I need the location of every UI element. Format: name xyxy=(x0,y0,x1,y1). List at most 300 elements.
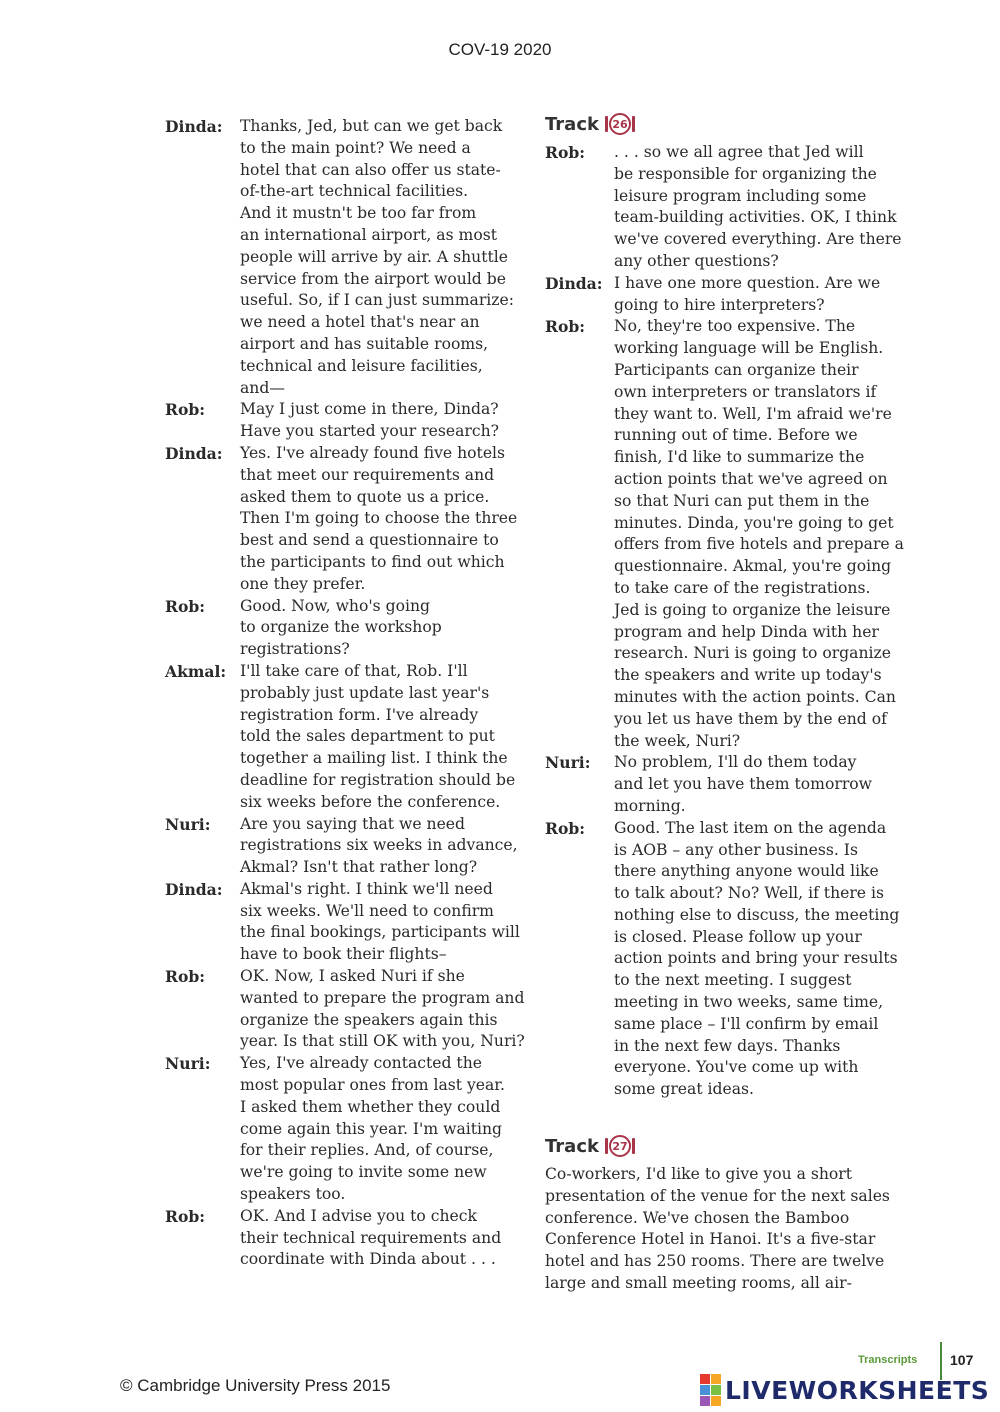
dialogue-text: asked them to quote us a price. xyxy=(240,487,490,506)
speaker-name xyxy=(165,1010,240,1032)
speaker-name xyxy=(165,530,240,552)
dialogue-text: is AOB – any other business. Is xyxy=(614,840,858,859)
dialogue-text: we need a hotel that's near an xyxy=(240,313,480,332)
speaker-name: Rob: xyxy=(165,400,206,420)
speaker-name xyxy=(165,378,240,400)
speaker-name: Rob: xyxy=(545,143,586,162)
speaker-name: Rob: xyxy=(545,818,586,838)
speaker-name: Rob: xyxy=(545,317,586,337)
speaker-name xyxy=(165,639,240,661)
dialogue-text: six weeks before the conference. xyxy=(240,792,501,811)
dialogue-text: organize the speakers again this xyxy=(240,1010,498,1029)
dialogue-text: I'll take care of that, Rob. I'll xyxy=(240,661,468,680)
dialogue-line xyxy=(545,556,910,578)
dialogue-text: Akmal? Isn't that rather long? xyxy=(240,858,478,877)
speaker-name xyxy=(545,622,614,644)
dialogue-line xyxy=(165,1097,535,1119)
dialogue-text: have to book their flights– xyxy=(240,945,447,964)
speaker-name xyxy=(165,160,240,182)
dialogue-text: speakers too. xyxy=(240,1185,346,1204)
dialogue-text: that meet our requirements and xyxy=(240,465,495,484)
dialogue-text: team-building activities. OK, I think xyxy=(614,208,897,227)
dialogue-text: Have you started your research? xyxy=(240,422,499,441)
dialogue-text: probably just update last year's xyxy=(240,683,490,702)
dialogue-text: finish, I'd like to summarize the xyxy=(614,448,865,467)
speaker-name: Rob: xyxy=(165,967,206,987)
dialogue-line xyxy=(165,181,535,203)
dialogue-line xyxy=(545,731,910,753)
dialogue-text: told the sales department to put xyxy=(240,727,495,746)
dialogue-line xyxy=(165,726,535,748)
dialogue-turn xyxy=(545,273,910,295)
speaker-name xyxy=(165,421,240,443)
speaker-name xyxy=(545,665,614,687)
speaker-name xyxy=(165,203,240,225)
dialogue-line xyxy=(165,770,535,792)
dialogue-line xyxy=(545,709,910,731)
dialogue-line xyxy=(165,160,535,182)
speaker-name xyxy=(545,382,614,404)
dialogue-line xyxy=(545,948,910,970)
dialogue-turn xyxy=(165,399,535,421)
speaker-name xyxy=(165,857,240,879)
speaker-name xyxy=(545,251,614,273)
paragraph-line: Co-workers, I'd like to give you a short xyxy=(545,1165,853,1184)
dialogue-text: running out of time. Before we xyxy=(614,426,858,445)
dialogue-line xyxy=(165,1184,535,1206)
dialogue-line xyxy=(165,792,535,814)
dialogue-turn xyxy=(545,752,910,774)
dialogue-text: hotel that can also offer us state- xyxy=(240,160,501,179)
dialogue-text: nothing else to discuss, the meeting xyxy=(614,905,900,924)
speaker-name xyxy=(545,992,614,1014)
dialogue-line xyxy=(545,1057,910,1079)
speaker-name xyxy=(165,1184,240,1206)
page-header: COV-19 2020 xyxy=(448,40,552,59)
dialogue-text: action points that we've agreed on xyxy=(614,469,888,488)
paragraph-line: Conference Hotel in Hanoi. It's a five-star xyxy=(545,1230,876,1249)
dialogue-line xyxy=(165,639,535,661)
dialogue-line xyxy=(545,1036,910,1058)
speaker-name xyxy=(165,705,240,727)
dialogue-text: minutes with the action points. Can xyxy=(614,687,896,706)
speaker-name xyxy=(545,883,614,905)
dialogue-line xyxy=(165,312,535,334)
dialogue-text: meeting in two weeks, same time, xyxy=(614,993,884,1012)
dialogue-text: registrations six weeks in advance, xyxy=(240,836,518,855)
dialogue-text: I have one more question. Are we xyxy=(614,273,881,292)
headphones-icon xyxy=(605,113,635,135)
speaker-name xyxy=(165,465,240,487)
speaker-name xyxy=(545,534,614,556)
track-27-paragraph xyxy=(545,1164,910,1295)
dialogue-line xyxy=(165,1249,535,1271)
dialogue-text: registration form. I've already xyxy=(240,705,479,724)
left-column xyxy=(165,116,535,1271)
track-number: 27 xyxy=(609,1135,631,1157)
speaker-name: Dinda: xyxy=(545,273,603,293)
dialogue-text: the final bookings, participants will xyxy=(240,923,520,942)
speaker-name xyxy=(165,1228,240,1250)
paragraph-line: presentation of the venue for the next sales xyxy=(545,1186,890,1205)
dialogue-text: Good. Now, who's going xyxy=(240,596,430,615)
speaker-name xyxy=(165,770,240,792)
dialogue-line xyxy=(545,883,910,905)
dialogue-line xyxy=(545,1014,910,1036)
dialogue-line xyxy=(165,138,535,160)
speaker-name xyxy=(165,1031,240,1053)
dialogue-text: No problem, I'll do them today xyxy=(614,753,857,772)
speaker-name xyxy=(165,683,240,705)
speaker-name xyxy=(545,295,614,317)
speaker-name: Rob: xyxy=(165,1206,206,1226)
dialogue-text: Jed is going to organize the leisure xyxy=(614,600,891,619)
dialogue-text: Thanks, Jed, but can we get back xyxy=(240,117,503,135)
dialogue-text: deadline for registration should be xyxy=(240,770,516,789)
speaker-name xyxy=(545,229,614,251)
dialogue-text: leisure program including some xyxy=(614,186,867,205)
dialogue-line xyxy=(165,1228,535,1250)
speaker-name xyxy=(165,726,240,748)
speaker-name xyxy=(545,491,614,513)
dialogue-text: you let us have them by the end of xyxy=(614,709,887,728)
dialogue-text: for their replies. And, of course, xyxy=(240,1141,494,1160)
dialogue-text: the speakers and write up today's xyxy=(614,666,882,685)
speaker-name xyxy=(545,840,614,862)
dialogue-line xyxy=(165,1119,535,1141)
brand-name: LIVEWORKSHEETS xyxy=(725,1375,990,1405)
paragraph-line: hotel and has 250 rooms. There are twelve xyxy=(545,1252,885,1271)
dialogue-text: year. Is that still OK with you, Nuri? xyxy=(240,1032,525,1051)
dialogue-turn xyxy=(545,818,910,840)
speaker-name xyxy=(545,927,614,949)
dialogue-text: any other questions? xyxy=(614,251,779,270)
dialogue-line xyxy=(165,1010,535,1032)
dialogue-text: we've covered everything. Are there xyxy=(614,230,902,249)
dialogue-text: the participants to find out which xyxy=(240,552,505,571)
dialogue-line xyxy=(545,360,910,382)
dialogue-text: research. Nuri is going to organize xyxy=(614,644,891,663)
dialogue-text: to take care of the registrations. xyxy=(614,578,871,597)
speaker-name xyxy=(545,970,614,992)
dialogue-text: wanted to prepare the program and xyxy=(240,988,525,1007)
dialogue-text: useful. So, if I can just summarize: xyxy=(240,291,514,310)
dialogue-text: one they prefer. xyxy=(240,574,366,593)
speaker-name xyxy=(545,643,614,665)
dialogue-turn xyxy=(165,116,535,138)
dialogue-line xyxy=(545,861,910,883)
track-26-dialogue xyxy=(545,142,910,1101)
speaker-name xyxy=(545,186,614,208)
dialogue-line xyxy=(545,992,910,1014)
dialogue-text: No, they're too expensive. The xyxy=(614,317,856,336)
dialogue-line xyxy=(165,269,535,291)
dialogue-line xyxy=(545,927,910,949)
speaker-name xyxy=(545,447,614,469)
dialogue-turn xyxy=(165,879,535,901)
dialogue-text: is closed. Please follow up your xyxy=(614,927,862,946)
dialogue-text: offers from five hotels and prepare a xyxy=(614,535,904,554)
dialogue-text: going to hire interpreters? xyxy=(614,295,825,314)
dialogue-turn xyxy=(165,661,535,683)
dialogue-line xyxy=(545,491,910,513)
dialogue-line xyxy=(545,207,910,229)
dialogue-text: an international airport, as most xyxy=(240,225,497,244)
dialogue-line xyxy=(165,922,535,944)
speaker-name xyxy=(545,338,614,360)
dialogue-text: and let you have them tomorrow xyxy=(614,775,873,794)
dialogue-turn xyxy=(165,443,535,465)
dialogue-line xyxy=(165,225,535,247)
track-label: Track xyxy=(545,113,599,135)
speaker-name xyxy=(165,835,240,857)
speaker-name xyxy=(545,861,614,883)
speaker-name xyxy=(165,944,240,966)
dialogue-line xyxy=(165,1075,535,1097)
dialogue-line xyxy=(545,295,910,317)
right-column xyxy=(545,113,910,1295)
speaker-name xyxy=(545,1014,614,1036)
dialogue-text: most popular ones from last year. xyxy=(240,1076,506,1095)
dialogue-text: May I just come in there, Dinda? xyxy=(240,400,499,419)
speaker-name xyxy=(165,290,240,312)
dialogue-line xyxy=(165,530,535,552)
dialogue-text: there anything anyone would like xyxy=(614,862,879,881)
dialogue-line xyxy=(545,164,910,186)
dialogue-text: Yes. I've already found five hotels xyxy=(240,443,506,462)
dialogue-text: in the next few days. Thanks xyxy=(614,1036,841,1055)
dialogue-line xyxy=(545,643,910,665)
track-26-heading xyxy=(545,113,910,135)
dialogue-line xyxy=(545,578,910,600)
dialogue-line xyxy=(165,1031,535,1053)
dialogue-line xyxy=(165,465,535,487)
dialogue-line xyxy=(165,617,535,639)
dialogue-line xyxy=(165,901,535,923)
logo-blocks-icon xyxy=(700,1374,721,1406)
track-label: Track xyxy=(545,1135,599,1157)
dialogue-text: of-the-art technical facilities. xyxy=(240,182,469,201)
dialogue-line xyxy=(545,905,910,927)
speaker-name xyxy=(165,1140,240,1162)
dialogue-text: minutes. Dinda, you're going to get xyxy=(614,513,894,532)
dialogue-text: Are you saying that we need xyxy=(240,814,466,833)
dialogue-line xyxy=(545,425,910,447)
speaker-name xyxy=(545,905,614,927)
dialogue-text: morning. xyxy=(614,796,686,815)
speaker-name xyxy=(165,1162,240,1184)
dialogue-text: we're going to invite some new xyxy=(240,1163,487,1182)
dialogue-line xyxy=(545,338,910,360)
speaker-name xyxy=(545,469,614,491)
dialogue-text: program and help Dinda with her xyxy=(614,622,879,641)
dialogue-text: to organize the workshop xyxy=(240,618,442,637)
speaker-name xyxy=(545,948,614,970)
speaker-name xyxy=(165,508,240,530)
dialogue-text: everyone. You've come up with xyxy=(614,1058,859,1077)
dialogue-text: they want to. Well, I'm afraid we're xyxy=(614,404,892,423)
dialogue-text: action points and bring your results xyxy=(614,949,898,968)
speaker-name xyxy=(165,225,240,247)
dialogue-line xyxy=(545,1079,910,1101)
speaker-name xyxy=(545,556,614,578)
dialogue-line xyxy=(545,469,910,491)
dialogue-turn xyxy=(545,142,910,164)
copyright-notice: © Cambridge University Press 2015 xyxy=(120,1376,391,1395)
dialogue-text: together a mailing list. I think the xyxy=(240,749,508,768)
headphones-icon xyxy=(605,1135,635,1157)
dialogue-text: Participants can organize their xyxy=(614,360,859,379)
paragraph-line: large and small meeting rooms, all air- xyxy=(545,1274,852,1293)
dialogue-text: I asked them whether they could xyxy=(240,1097,501,1116)
liveworksheets-logo xyxy=(700,1374,989,1406)
dialogue-line xyxy=(165,835,535,857)
speaker-name: Nuri: xyxy=(165,814,211,834)
speaker-name: Nuri: xyxy=(545,753,591,773)
paragraph-line: conference. We've chosen the Bamboo xyxy=(545,1208,850,1227)
dialogue-line xyxy=(545,251,910,273)
speaker-name xyxy=(545,796,614,818)
dialogue-line xyxy=(545,534,910,556)
speaker-name: Dinda: xyxy=(165,443,223,463)
dialogue-line xyxy=(165,1162,535,1184)
speaker-name xyxy=(165,334,240,356)
speaker-name xyxy=(165,1097,240,1119)
speaker-name xyxy=(165,617,240,639)
dialogue-text: service from the airport would be xyxy=(240,269,506,288)
dialogue-line xyxy=(165,334,535,356)
dialogue-text: airport and has suitable rooms, xyxy=(240,334,489,353)
speaker-name xyxy=(545,513,614,535)
dialogue-line xyxy=(165,944,535,966)
speaker-name xyxy=(545,164,614,186)
dialogue-line xyxy=(545,382,910,404)
dialogue-text: . . . so we all agree that Jed will xyxy=(614,143,864,161)
dialogue-line xyxy=(165,378,535,400)
speaker-name xyxy=(165,356,240,378)
speaker-name xyxy=(165,922,240,944)
dialogue-text: and— xyxy=(240,378,285,397)
track-27-heading xyxy=(545,1135,910,1157)
speaker-name xyxy=(545,425,614,447)
speaker-name xyxy=(165,552,240,574)
speaker-name xyxy=(545,731,614,753)
dialogue-text: OK. Now, I asked Nuri if she xyxy=(240,967,465,986)
dialogue-text: some great ideas. xyxy=(614,1080,755,1099)
dialogue-line xyxy=(165,552,535,574)
speaker-name xyxy=(545,709,614,731)
dialogue-text: same place – I'll confirm by email xyxy=(614,1014,879,1033)
dialogue-line xyxy=(165,356,535,378)
dialogue-text: Good. The last item on the agenda xyxy=(614,818,887,837)
dialogue-text: own interpreters or translators if xyxy=(614,382,877,401)
speaker-name: Dinda: xyxy=(165,117,223,136)
dialogue-text: questionnaire. Akmal, you're going xyxy=(614,557,892,576)
dialogue-turn xyxy=(545,316,910,338)
speaker-name xyxy=(165,312,240,334)
dialogue-text: Yes, I've already contacted the xyxy=(240,1054,482,1073)
speaker-name xyxy=(545,774,614,796)
dialogue-text: best and send a questionnaire to xyxy=(240,531,499,550)
dialogue-text: OK. And I advise you to check xyxy=(240,1206,477,1225)
dialogue-text: working language will be English. xyxy=(614,339,884,358)
speaker-name xyxy=(165,1075,240,1097)
speaker-name xyxy=(165,1249,240,1271)
dialogue-line xyxy=(165,290,535,312)
dialogue-turn xyxy=(165,966,535,988)
dialogue-line xyxy=(545,774,910,796)
dialogue-text: people will arrive by air. A shuttle xyxy=(240,247,508,266)
section-label: Transcripts xyxy=(858,1354,918,1366)
dialogue-line xyxy=(545,186,910,208)
speaker-name xyxy=(165,988,240,1010)
speaker-name: Akmal: xyxy=(165,661,227,681)
dialogue-line xyxy=(165,508,535,530)
dialogue-text: the week, Nuri? xyxy=(614,731,741,750)
dialogue-line xyxy=(545,796,910,818)
dialogue-line xyxy=(545,970,910,992)
dialogue-turn xyxy=(165,814,535,836)
dialogue-line xyxy=(165,421,535,443)
dialogue-line xyxy=(545,622,910,644)
dialogue-line xyxy=(165,487,535,509)
dialogue-text: Then I'm going to choose the three xyxy=(240,509,518,528)
dialogue-line xyxy=(165,203,535,225)
dialogue-text: technical and leisure facilities, xyxy=(240,356,483,375)
speaker-name xyxy=(165,1119,240,1141)
dialogue-text: registrations? xyxy=(240,640,350,659)
dialogue-text: six weeks. We'll need to confirm xyxy=(240,901,494,920)
dialogue-line xyxy=(545,665,910,687)
dialogue-text: be responsible for organizing the xyxy=(614,164,877,183)
speaker-name xyxy=(545,404,614,426)
dialogue-line xyxy=(165,247,535,269)
dialogue-line xyxy=(545,447,910,469)
dialogue-text: come again this year. I'm waiting xyxy=(240,1119,503,1138)
dialogue-line xyxy=(545,404,910,426)
speaker-name xyxy=(165,901,240,923)
speaker-name xyxy=(545,600,614,622)
dialogue-line xyxy=(165,683,535,705)
speaker-name xyxy=(165,181,240,203)
dialogue-text: And it mustn't be too far from xyxy=(240,204,477,223)
speaker-name xyxy=(545,1057,614,1079)
dialogue-line xyxy=(165,705,535,727)
dialogue-line xyxy=(545,840,910,862)
dialogue-line xyxy=(545,229,910,251)
speaker-name xyxy=(165,269,240,291)
dialogue-text: so that Nuri can put them in the xyxy=(614,491,870,510)
dialogue-turn xyxy=(165,1206,535,1228)
dialogue-text: to the main point? We need a xyxy=(240,138,471,157)
dialogue-line xyxy=(545,513,910,535)
speaker-name xyxy=(545,687,614,709)
speaker-name xyxy=(545,1079,614,1101)
dialogue-line xyxy=(165,748,535,770)
speaker-name xyxy=(545,360,614,382)
page-number: 107 xyxy=(950,1352,974,1368)
dialogue-text: coordinate with Dinda about . . . xyxy=(240,1250,496,1269)
track-number: 26 xyxy=(609,113,631,135)
speaker-name: Dinda: xyxy=(165,879,223,899)
speaker-name xyxy=(165,792,240,814)
dialogue-text: Akmal's right. I think we'll need xyxy=(240,879,493,898)
dialogue-line xyxy=(545,600,910,622)
speaker-name: Rob: xyxy=(165,596,206,616)
speaker-name: Nuri: xyxy=(165,1054,211,1074)
dialogue-text: their technical requirements and xyxy=(240,1228,502,1247)
speaker-name xyxy=(545,578,614,600)
